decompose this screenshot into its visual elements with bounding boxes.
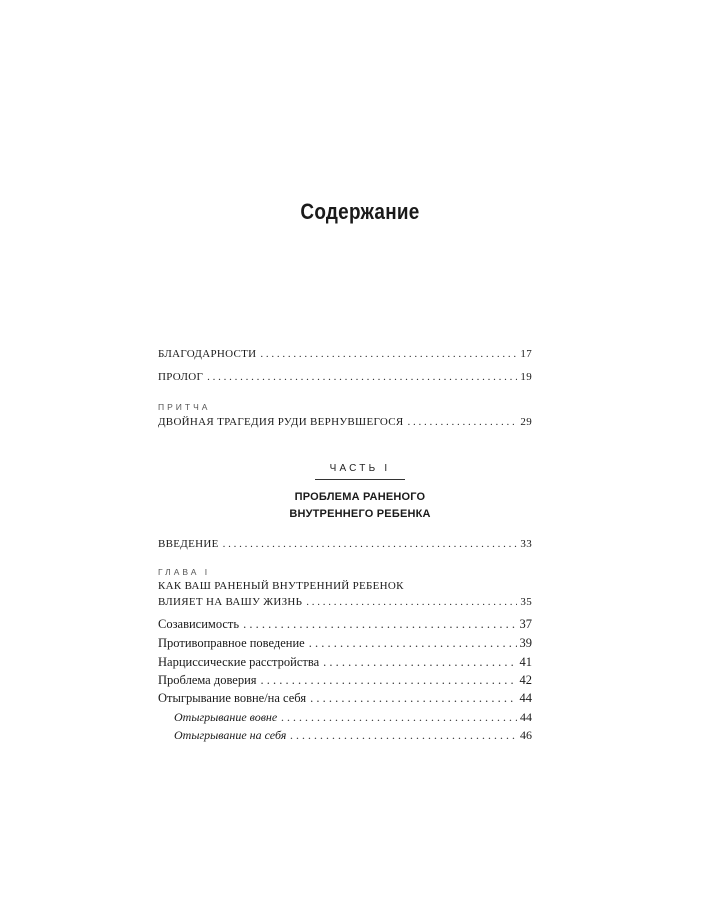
part-title-line2: ВНУТРЕННЕГО РЕБЕНКА	[289, 508, 431, 520]
leader-dots	[281, 709, 517, 725]
toc-entry-subsection[interactable]	[174, 727, 532, 743]
toc-entry-section[interactable]	[158, 654, 532, 670]
toc-entry-section[interactable]	[158, 690, 532, 706]
toc-entry-label: ВЛИЯЕТ НА ВАШУ ЖИЗНЬ	[158, 596, 303, 608]
leader-dots	[306, 594, 517, 610]
toc-entry-page: 37	[519, 617, 532, 631]
part-divider	[315, 479, 405, 480]
leader-dots	[408, 414, 518, 430]
toc-entry-label: ВВЕДЕНИЕ	[158, 538, 219, 550]
part-title-line1: ПРОБЛЕМА РАНЕНОГО	[294, 491, 426, 503]
toc-entry-section[interactable]	[158, 635, 532, 651]
toc-entry-label: Проблема доверия	[158, 673, 257, 687]
toc-entry-prologue[interactable]	[158, 369, 532, 385]
toc-entry-page: 42	[519, 673, 532, 687]
toc-entry-page: 19	[520, 371, 532, 383]
toc-entry-page: 17	[520, 348, 532, 360]
section-label-parable: ПРИТЧА	[158, 402, 211, 412]
leader-dots	[310, 690, 516, 706]
toc-entry-page: 29	[520, 416, 532, 428]
leader-dots	[260, 346, 517, 362]
leader-dots	[309, 635, 517, 651]
toc-entry-label: Созависимость	[158, 617, 240, 631]
leader-dots	[243, 616, 516, 632]
toc-entry-page: 46	[520, 728, 532, 742]
toc-entry-page: 44	[519, 691, 532, 705]
leader-dots	[223, 536, 518, 552]
part-label: ЧАСТЬ I	[329, 463, 391, 474]
toc-entry-label: Отыгрывание вовне/на себя	[158, 691, 307, 705]
toc-entry-label: Отыгрывание на себя	[174, 728, 287, 742]
page-title: Содержание	[300, 199, 420, 224]
toc-entry-acknowledgements[interactable]	[158, 346, 532, 362]
toc-entry-chapter1[interactable]	[158, 594, 532, 610]
toc-entry-section[interactable]	[158, 616, 532, 632]
toc-entry-page: 44	[520, 710, 532, 724]
toc-entry-page: 39	[519, 636, 532, 650]
toc-entry-page: 33	[520, 538, 532, 550]
toc-entry-section[interactable]	[158, 672, 532, 688]
toc-entry-label: Противоправное поведение	[158, 636, 305, 650]
chapter-label: ГЛАВА I	[158, 567, 211, 577]
leader-dots	[290, 727, 517, 743]
toc-entry-label: ПРОЛОГ	[158, 371, 204, 383]
leader-dots	[207, 369, 517, 385]
toc-entry-label: Нарциссические расстройства	[158, 655, 320, 669]
toc-entry-label: ДВОЙНАЯ ТРАГЕДИЯ РУДИ ВЕРНУВШЕГОСЯ	[158, 416, 404, 428]
chapter-title-line1: КАК ВАШ РАНЕНЫЙ ВНУТРЕННИЙ РЕБЕНОК	[158, 580, 404, 592]
toc-entry-subsection[interactable]	[174, 709, 532, 725]
leader-dots	[261, 672, 517, 688]
toc-entry-page: 35	[520, 596, 532, 608]
toc-entry-label: БЛАГОДАРНОСТИ	[158, 348, 257, 360]
leader-dots	[323, 654, 516, 670]
toc-entry-label: Отыгрывание вовне	[174, 710, 278, 724]
toc-entry-parable[interactable]	[158, 414, 532, 430]
toc-entry-page: 41	[519, 655, 532, 669]
toc-entry-introduction[interactable]	[158, 536, 532, 552]
